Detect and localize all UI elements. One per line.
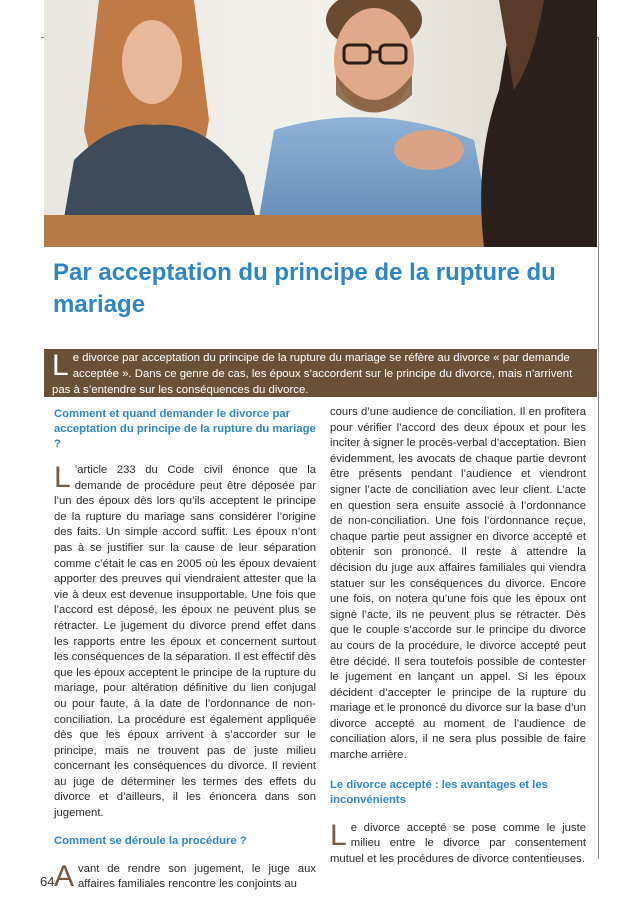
intro-box [44,349,597,397]
paragraph-article-233 [54,463,316,822]
paragraph-text: e divorce accepté se pose comme le juste milieu entre le divorce par consentement mutuel et les procédures de divorce contentieuses. [330,821,586,865]
drop-cap: A [54,859,75,893]
couple-photo [44,0,597,247]
frame-right-rule [598,37,599,859]
article-title: Par acceptation du principe de la rupture du mariage [53,259,556,318]
intro-text: e divorce par acceptation du principe de la rupture du mariage se réfère au divorce « par demande acceptée ». Dans ce genre de cas, les époux s’accordent sur le principe du divorce, mais n’arrivent pas à s’entendre sur les conséquences du divorce. [52,352,573,396]
right-column [330,405,586,867]
drop-cap: L [54,461,71,494]
left-column [54,405,316,893]
intro-drop-cap: L [52,349,69,382]
section-heading-pros-cons: Le divorce accepté : les avantages et les inconvénients [330,778,548,806]
page-number: 64 [40,874,55,889]
section-heading-when: Comment et quand demander le divorce par acceptation du principe de la rupture du mariage ? [54,408,316,450]
section-heading-procedure: Comment se déroule la procédure ? [54,834,247,847]
paragraph-text: vant de rendre son jugement, le juge aux affaires familiales rencontre les conjoints au [78,862,316,891]
drop-cap: L [330,818,347,852]
paragraph-procedure [54,859,316,893]
paragraph-text: ’article 233 du Code civil énonce que la demande de procédure peut être déposée par l’un des époux dès lors qu’ils acceptent le principe de la rupture du mariage sans considérer l’origine des faits. Un simple accord suffit. Les époux n’ont pas à se justifier sur la cause de leur séparation comme c’était le cas en 2005 où les époux devaient apporter des preuves qui viendraient attester que la vie à deux est devenue insupportable. Une fois que l’accord est déposé, les époux ne peuvent plus se rétracter. Le jugement du divorce prend effet dans les rapports entre les époux et concernent surtout les conséquences de la séparation. Il est effectif dès que les époux acceptent le principe de la rupture du mariage, pour altération définitive du lien conjugal ou pour faute, à la date de l’ordonnance de non-conciliation. La procédure est également appliquée dès que les époux arrivent à s’accorder sur le principe, mais ne trouvent pas de juste milieu concernant les conséquences du divorce. Il revient au juge de déterminer les termes des effets du divorce et d’ailleurs, il les énoncera dans son jugement. [54,464,316,820]
paragraph-accepted-divorce [330,818,586,868]
paragraph-conciliation: cours d’une audience de conciliation. Il en profitera pour vérifier l’accord des deux époux et pour les inciter à signer le procès-verbal d’acceptation. Bien évidemment, les avocats de chaque partie devront être présents pendant l’audience et viendront signer l’acte de conciliation avec leur client. L’acte en question sera ensuite associé à l’ordonnance de non-conciliation. Une fois l’ordonnance reçue, chaque partie peut assigner en divorce accepté et obtenir son prononcé. Il reste à attendre la décision du juge aux affaires familiales qui viendra statuer sur les conséquences du divorce. Encore une fois, on notera qu’une fois que les époux ont signé l’acte, ils ne peuvent plus se rétracter. Dès que le couple s’accorde sur le principe du divorce au cours de la procédure, le divorce accepté peut être décidé. Il sera toutefois possible de contester le jugement en lançant un appel. Si les époux décident d’accepter le principe de la rupture du mariage et le prononcé du divorce sur la base d’un divorce accepté au moment de l’audience de conciliation alors, il ne sera plus possible de faire marche arrière. [330,406,586,762]
